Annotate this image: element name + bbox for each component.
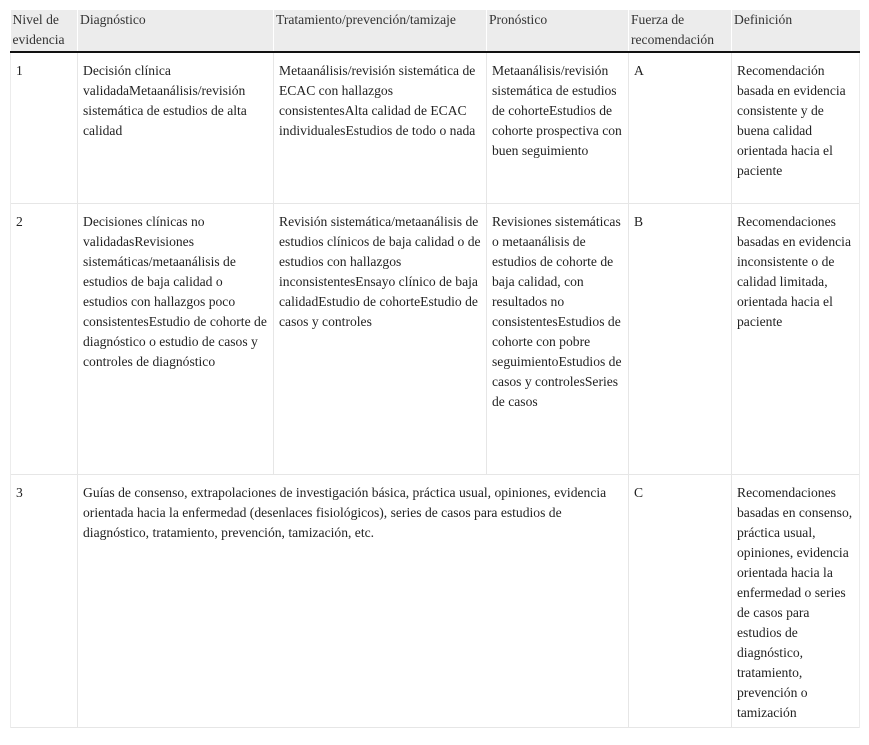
evidence-table-container	[10, 10, 859, 728]
table-header	[11, 10, 860, 52]
header-pronostico: Pronóstico	[487, 10, 629, 52]
cell-pronostico: Metaanálisis/revisión sistemática de estudios de cohorteEstudios de cohorte prospectiva con buen seguimiento	[487, 52, 629, 203]
cell-definicion: Recomendaciones basadas en consenso, práctica usual, opiniones, evidencia orientada hacia la enfermedad o series de casos para estudios de diagnóstico, tratamiento, prevención o tamización	[732, 474, 860, 727]
cell-tratamiento: Metaanálisis/revisión sistemática de ECAC con hallazgos consistentesAlta calidad de ECAC individualesEstudios de todo o nada	[274, 52, 487, 203]
cell-nivel: 1	[11, 52, 78, 203]
cell-merged-description: Guías de consenso, extrapolaciones de investigación básica, práctica usual, opiniones, evidencia orientada hacia la enfermedad (desenlaces fisiológicos), series de casos para estudios de diagnóstico, tratamiento, prevención, tamización, etc.	[78, 474, 629, 727]
header-fuerza: Fuerza de recomendación	[629, 10, 732, 52]
cell-pronostico: Revisiones sistemáticas o metaanálisis de estudios de cohorte de baja calidad, con resultados no consistentesEstudios de cohorte con pobre seguimientoEstudios de casos y controlesSeries de casos	[487, 203, 629, 474]
cell-definicion: Recomendaciones basadas en evidencia inconsistente o de calidad limitada, orientada hacia el paciente	[732, 203, 860, 474]
cell-nivel: 3	[11, 474, 78, 727]
cell-fuerza: C	[629, 474, 732, 727]
cell-fuerza: B	[629, 203, 732, 474]
table-row	[11, 52, 860, 203]
cell-definicion: Recomendación basada en evidencia consistente y de buena calidad orientada hacia el paciente	[732, 52, 860, 203]
header-definicion: Definición	[732, 10, 860, 52]
header-tratamiento: Tratamiento/prevención/tamizaje	[274, 10, 487, 52]
table-row	[11, 203, 860, 474]
header-diagnostico: Diagnóstico	[78, 10, 274, 52]
cell-nivel: 2	[11, 203, 78, 474]
cell-fuerza: A	[629, 52, 732, 203]
cell-tratamiento: Revisión sistemática/metaanálisis de estudios clínicos de baja calidad o de estudios con hallazgos inconsistentesEnsayo clínico de baja calidadEstudio de cohorteEstudio de casos y controles	[274, 203, 487, 474]
evidence-table	[10, 10, 860, 728]
header-row	[11, 10, 860, 52]
header-nivel: Nivel de evidencia	[11, 10, 78, 52]
table-row	[11, 474, 860, 727]
table-body	[11, 52, 860, 727]
cell-diagnostico: Decisión clínica validadaMetaanálisis/revisión sistemática de estudios de alta calidad	[78, 52, 274, 203]
cell-diagnostico: Decisiones clínicas no validadasRevisiones sistemáticas/metaanálisis de estudios de baja calidad o estudios con hallazgos poco consistentesEstudio de cohorte de diagnóstico o estudio de casos y controles de diagnóstico	[78, 203, 274, 474]
